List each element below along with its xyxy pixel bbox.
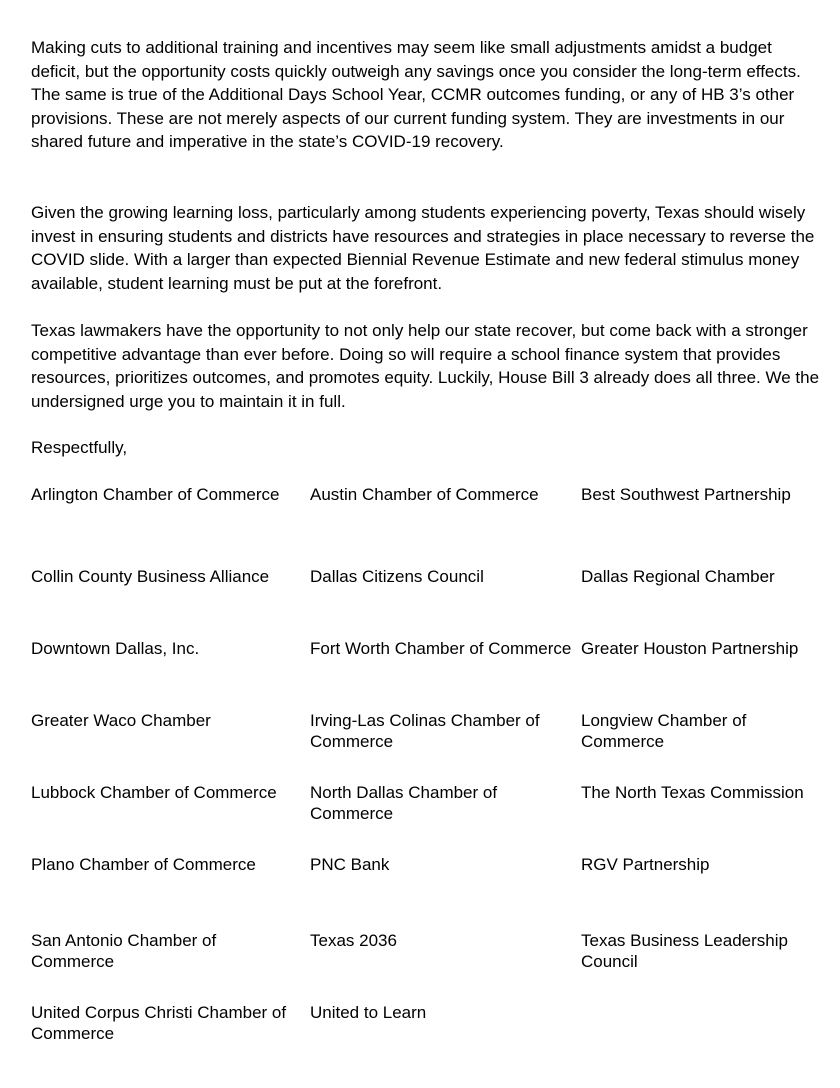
signatory-name: North Dallas Chamber of Commerce: [310, 783, 498, 823]
signatory-name: Longview Chamber of Commerce: [581, 711, 747, 751]
signatory-name: Collin County Business Alliance: [31, 567, 270, 586]
body-paragraph-1: Making cuts to additional training and incentives may seem like small adjustments amidst a budget deficit, but the opportunity costs quickly outweigh any savings once you consider the long-term effects. The same is true of the Additional Days School Year, CCMR outcomes funding, or any of HB 3’s other provisions. These are not merely aspects of our current funding system. They are investments in our shared future and imperative in the state’s COVID-19 recovery.: [31, 38, 801, 151]
closing-salutation: Respectfully,: [31, 438, 128, 457]
signatory-name: Texas Business Leadership Council: [581, 931, 788, 971]
signatory-name: United to Learn: [310, 1003, 427, 1022]
signatory-name: San Antonio Chamber of Commerce: [31, 931, 217, 971]
signatory-name: Lubbock Chamber of Commerce: [31, 783, 277, 802]
signatory-name: Texas 2036: [310, 931, 397, 950]
signatory-name: RGV Partnership: [581, 855, 710, 874]
signatory-name: Irving-Las Colinas Chamber of Commerce: [310, 711, 540, 751]
body-paragraph-2: Given the growing learning loss, particularly among students experiencing poverty, Texas should wisely invest in ensuring students and districts have resources and strategies in place necessary to reverse the COVID slide. With a larger than expected Biennial Revenue Estimate and new federal stimulus money available, student learning must be put at the forefront.: [31, 203, 815, 293]
signatory-name: Dallas Citizens Council: [310, 567, 484, 586]
signatory-name: United Corpus Christi Chamber of Commerce: [31, 1003, 287, 1043]
signatory-name: Plano Chamber of Commerce: [31, 855, 256, 874]
signatory-name: PNC Bank: [310, 855, 390, 874]
signatory-name: Dallas Regional Chamber: [581, 567, 775, 586]
signatory-name: The North Texas Commission: [581, 783, 804, 802]
signatory-name: Greater Houston Partnership: [581, 639, 799, 658]
signatory-name: Downtown Dallas, Inc.: [31, 639, 200, 658]
body-paragraph-3: Texas lawmakers have the opportunity to not only help our state recover, but come back with a stronger competitive advantage than ever before. Doing so will require a school finance system that provides resources, prioritizes outcomes, and promotes equity. Luckily, House Bill 3 already does all three. We the undersigned urge you to maintain it in full.: [31, 321, 820, 411]
signatory-name: Arlington Chamber of Commerce: [31, 485, 280, 504]
signatory-name: Greater Waco Chamber: [31, 711, 211, 730]
signatory-name: Fort Worth Chamber of Commerce: [310, 639, 572, 658]
signatory-name: Austin Chamber of Commerce: [310, 485, 539, 504]
signatory-name: Best Southwest Partnership: [581, 485, 791, 504]
